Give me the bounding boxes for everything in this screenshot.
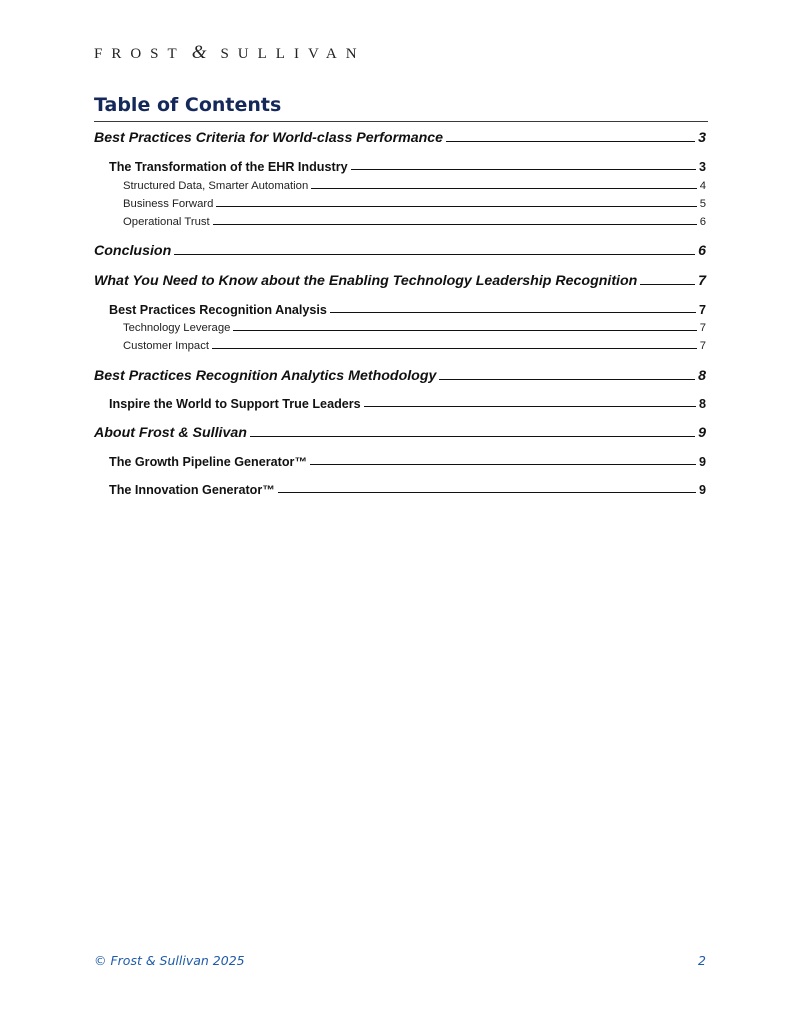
toc-page-number: 9 <box>698 483 706 497</box>
toc-entry-inspire-the-world[interactable] <box>109 397 706 411</box>
toc-entry-text: The Transformation of the EHR Industry <box>109 160 348 174</box>
toc-leader <box>364 406 696 407</box>
toc-entry-about-frost-sullivan[interactable] <box>94 425 706 441</box>
toc-entry-customer-impact[interactable] <box>123 340 706 352</box>
toc-page-number: 7 <box>698 303 706 317</box>
toc-entry-text: About Frost & Sullivan <box>94 425 247 441</box>
toc-page-number: 7 <box>698 273 706 289</box>
footer-copyright: © Frost & Sullivan 2025 <box>94 953 245 968</box>
toc-entry-innovation-generator[interactable] <box>109 483 706 497</box>
toc-entry-recognition-analysis[interactable] <box>109 303 706 317</box>
toc-page-number: 7 <box>699 322 706 334</box>
toc-entry-structured-data[interactable] <box>123 180 706 192</box>
toc-page-number: 8 <box>698 368 706 384</box>
toc-leader <box>213 224 697 225</box>
toc-entry-best-practices-criteria[interactable] <box>94 130 706 146</box>
toc-page-number: 8 <box>698 397 706 411</box>
toc-entry-text: Inspire the World to Support True Leaders <box>109 397 361 411</box>
toc-entry-text: The Growth Pipeline Generator™ <box>109 455 308 469</box>
toc-entry-business-forward[interactable] <box>123 198 706 210</box>
toc-leader <box>174 254 695 255</box>
toc-page-number: 5 <box>699 198 706 210</box>
toc-leader <box>278 492 696 493</box>
logo-ampersand: & <box>191 42 207 63</box>
toc-page-number: 7 <box>699 340 706 352</box>
toc-leader <box>330 312 696 313</box>
toc-leader <box>212 348 697 349</box>
footer-page-number: 2 <box>698 953 706 968</box>
toc-page-number: 9 <box>698 425 706 441</box>
toc-leader <box>439 379 695 380</box>
toc-entry-technology-leverage[interactable] <box>123 322 706 334</box>
toc-entry-text: Structured Data, Smarter Automation <box>123 180 309 192</box>
toc-entry-analytics-methodology[interactable] <box>94 368 706 384</box>
toc-entry-conclusion[interactable] <box>94 243 706 259</box>
toc-leader <box>640 284 695 285</box>
toc-page-number: 3 <box>698 130 706 146</box>
toc-page-number: 4 <box>699 180 706 192</box>
toc-entry-text: Operational Trust <box>123 216 210 228</box>
toc-page-number: 6 <box>699 216 706 228</box>
toc-heading: Table of Contents <box>94 94 282 116</box>
toc-page-number: 9 <box>698 455 706 469</box>
toc-leader <box>311 188 696 189</box>
logo-text-frost: FROST <box>94 46 186 62</box>
toc-page-number: 6 <box>698 243 706 259</box>
toc-entry-transformation-ehr[interactable] <box>109 160 706 174</box>
toc-page-number: 3 <box>698 160 706 174</box>
toc-entry-text: The Innovation Generator™ <box>109 483 275 497</box>
toc-entry-what-you-need-to-know[interactable] <box>94 273 706 289</box>
toc-leader <box>233 330 696 331</box>
toc-leader <box>446 141 695 142</box>
frost-sullivan-logo <box>94 42 384 64</box>
toc-entry-text: Customer Impact <box>123 340 210 352</box>
toc-entry-text: What You Need to Know about the Enabling Technology Leadership Recognition <box>94 273 638 289</box>
toc-entry-operational-trust[interactable] <box>123 216 706 228</box>
toc-entry-growth-pipeline-generator[interactable] <box>109 455 706 469</box>
toc-leader <box>310 464 696 465</box>
toc-leader <box>351 169 696 170</box>
toc-leader <box>250 436 695 437</box>
toc-entry-text: Business Forward <box>123 198 214 210</box>
toc-entry-text: Best Practices Recognition Analytics Methodology <box>94 368 437 384</box>
toc-entry-text: Best Practices Criteria for World-class Performance <box>94 130 444 146</box>
toc-leader <box>216 206 696 207</box>
toc-entry-text: Technology Leverage <box>123 322 231 334</box>
logo-text-sullivan: SULLIVAN <box>220 46 366 62</box>
heading-divider <box>94 121 708 122</box>
toc-entry-text: Best Practices Recognition Analysis <box>109 303 327 317</box>
toc-entry-text: Conclusion <box>94 243 172 259</box>
